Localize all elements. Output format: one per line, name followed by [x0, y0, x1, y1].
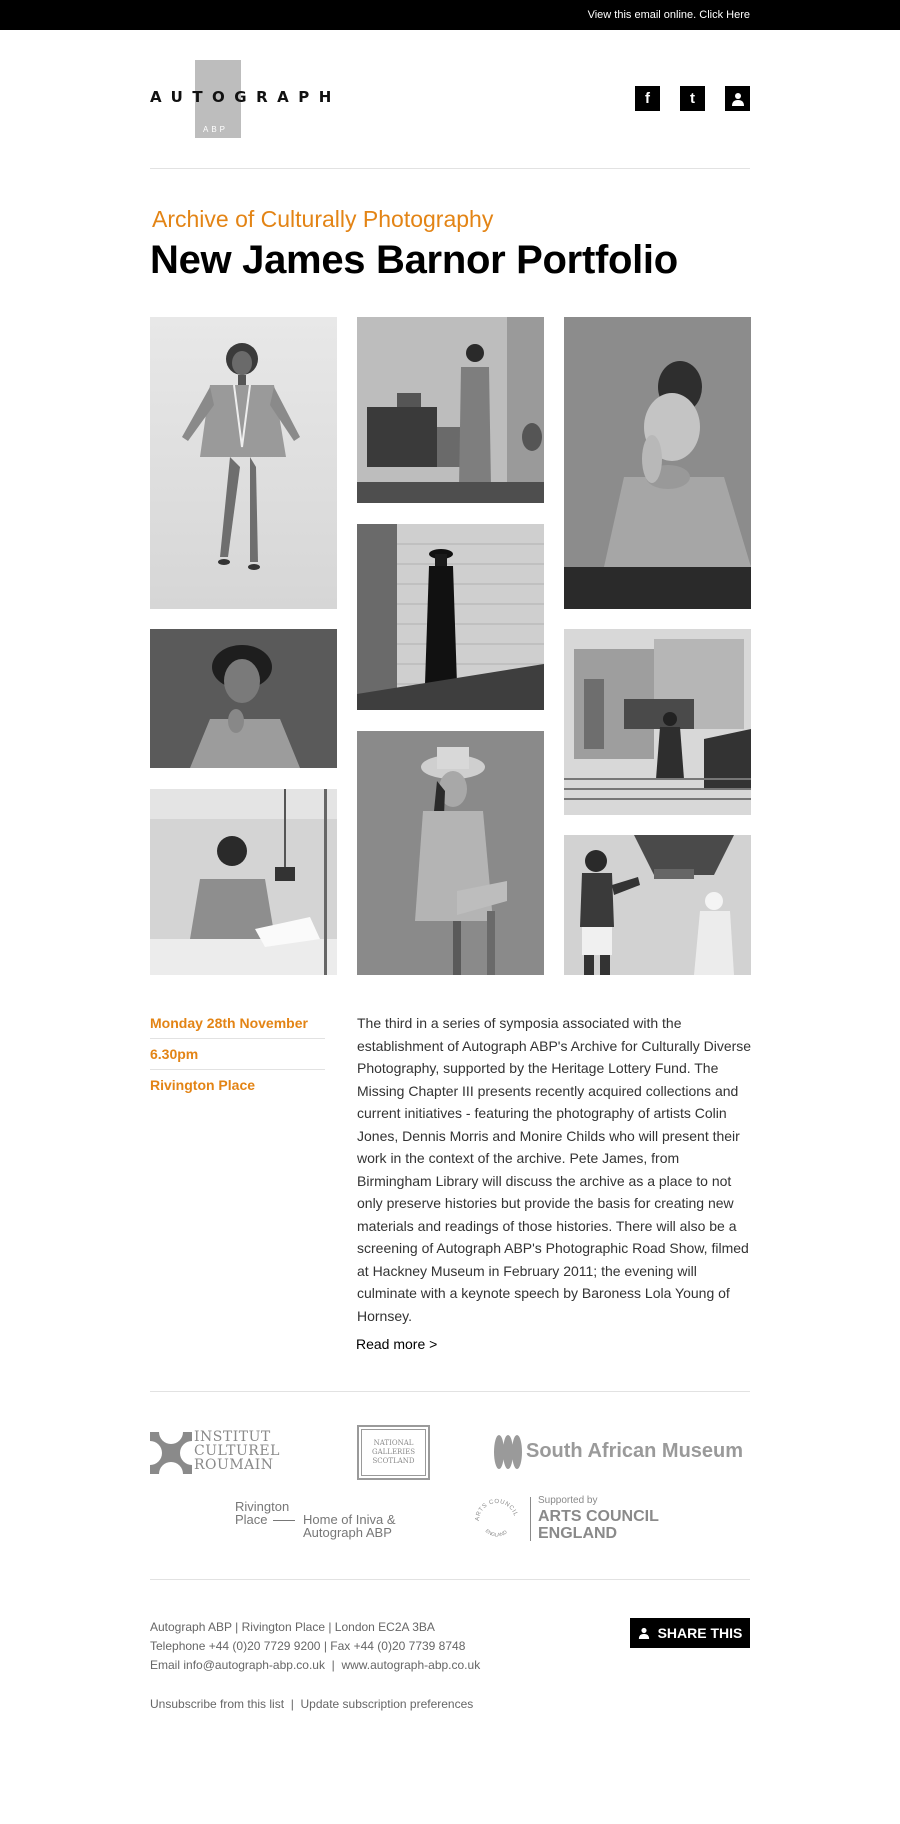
- photo-woman-in-hat[interactable]: [357, 731, 544, 975]
- event-venue: Rivington Place: [150, 1077, 256, 1093]
- icr-line: INSTITUT: [194, 1429, 271, 1445]
- page-title: New James Barnor Portfolio: [150, 238, 678, 282]
- footer-address: Autograph ABP | Rivington Place | London EC2A 3BA: [150, 1620, 435, 1634]
- photo-piccadilly-circus[interactable]: [564, 629, 751, 815]
- headline-kicker: Archive of Culturally Photography: [152, 206, 494, 232]
- footer-email-label: Email: [150, 1658, 181, 1672]
- divider: [150, 1069, 325, 1070]
- unsubscribe-link[interactable]: Unsubscribe from this list: [150, 1697, 285, 1711]
- divider: [150, 1391, 750, 1392]
- divider: [150, 168, 750, 169]
- ace-line: ENGLAND: [538, 1525, 618, 1542]
- twitter-icon[interactable]: t: [680, 86, 705, 111]
- icr-emblem-icon: [150, 1432, 192, 1474]
- photo-woman-closeup[interactable]: [150, 629, 337, 768]
- ngs-line: GALLERIES: [372, 1448, 415, 1456]
- ngs-line: NATIONAL: [373, 1439, 414, 1447]
- ace-supported: Supported by: [538, 1495, 598, 1506]
- ace-rule: [530, 1497, 531, 1541]
- svg-text:ENGLAND: [484, 1528, 509, 1538]
- institut-culturel-roumain-logo[interactable]: [150, 1430, 280, 1474]
- ace-line: ARTS COUNCIL: [538, 1508, 659, 1525]
- event-description: The third in a series of symposia associated with the establishment of Autograph ABP's Archive for Culturally Diverse Photography, supported by the Heritage Lottery Fund. The Missing Chapter III presents recently acquired collections and current initiatives - featuring the photography of artists Colin Jones, Dennis Morris and Monire Childs who will present their work in the context of the archive. Pete James, from Birmingham Library will discuss the archive as a place to not only preserve histories but provide the basis for creating new materials and readings of those histories. There will also be a screening of Autograph ABP's Photographic Road Show, filmed at Hackney Museum in February 2011; the evening will culminate with a keynote speech by Baroness Lola Young of Hornsey.: [357, 1015, 752, 1324]
- profile-icon[interactable]: [725, 86, 750, 111]
- footer-contact: [150, 1658, 480, 1672]
- footer-phone: Telephone +44 (0)20 7729 9200 | Fax +44 (0)20 7739 8748: [150, 1639, 466, 1653]
- icr-line: ROUMAIN: [194, 1457, 274, 1473]
- national-galleries-scotland-logo[interactable]: [357, 1425, 430, 1480]
- read-more-link[interactable]: Read more >: [356, 1336, 438, 1352]
- photo-man-by-wall[interactable]: [357, 524, 544, 710]
- share-label: SHARE THIS: [657, 1625, 743, 1641]
- ace-ring-text-top: ARTS COUNCIL: [474, 1498, 519, 1522]
- svg-text:ARTS COUNCIL: [475, 1499, 518, 1521]
- photo-radio-presenter[interactable]: [150, 789, 337, 975]
- top-bar: [0, 0, 900, 30]
- logo-sub: ABP: [203, 125, 229, 134]
- photo-woman-portrait[interactable]: [564, 317, 751, 609]
- person-icon: [638, 1627, 650, 1639]
- photo-woman-in-room[interactable]: [357, 317, 544, 503]
- rivington-line: Place: [235, 1512, 268, 1527]
- share-this-button[interactable]: [630, 1618, 750, 1648]
- photo-boxer[interactable]: [564, 835, 751, 975]
- divider: [150, 1579, 750, 1580]
- rivington-line: Home of Iniva &: [303, 1512, 396, 1527]
- footer-website-link[interactable]: www.autograph-abp.co.uk: [341, 1658, 481, 1672]
- photo-woman-standing[interactable]: [150, 317, 337, 609]
- rivington-rule: [273, 1520, 295, 1521]
- update-preferences-link[interactable]: Update subscription preferences: [300, 1697, 474, 1711]
- arts-council-england-logo[interactable]: [472, 1495, 672, 1545]
- rivington-line: Autograph ABP: [303, 1525, 392, 1540]
- rivington-place-logo[interactable]: [235, 1500, 415, 1545]
- ngs-line: SCOTLAND: [372, 1457, 415, 1465]
- south-african-museum-logo[interactable]: [493, 1434, 753, 1470]
- ace-ring-text-bottom: ENGLAND: [483, 1528, 509, 1539]
- sam-name: South African Museum: [526, 1440, 744, 1462]
- footer-separator: |: [331, 1658, 335, 1672]
- sam-emblem-icon: [493, 1434, 523, 1470]
- view-online-link[interactable]: View this email online. Click Here: [587, 9, 750, 21]
- ace-ring-icon: [472, 1495, 522, 1545]
- event-time: 6.30pm: [150, 1046, 199, 1062]
- footer-links: [150, 1697, 473, 1711]
- icr-line: CULTUREL: [194, 1443, 280, 1459]
- footer-email-link[interactable]: info@autograph-abp.co.uk: [183, 1658, 325, 1672]
- facebook-icon[interactable]: f: [635, 86, 660, 111]
- autograph-logo[interactable]: [150, 58, 340, 138]
- logo-wordmark: AUTOGRAPH: [150, 88, 341, 106]
- event-date: Monday 28th November: [150, 1015, 308, 1031]
- divider: [150, 1038, 325, 1039]
- footer-separator: |: [290, 1697, 294, 1711]
- rivington-line: Rivington: [235, 1499, 290, 1514]
